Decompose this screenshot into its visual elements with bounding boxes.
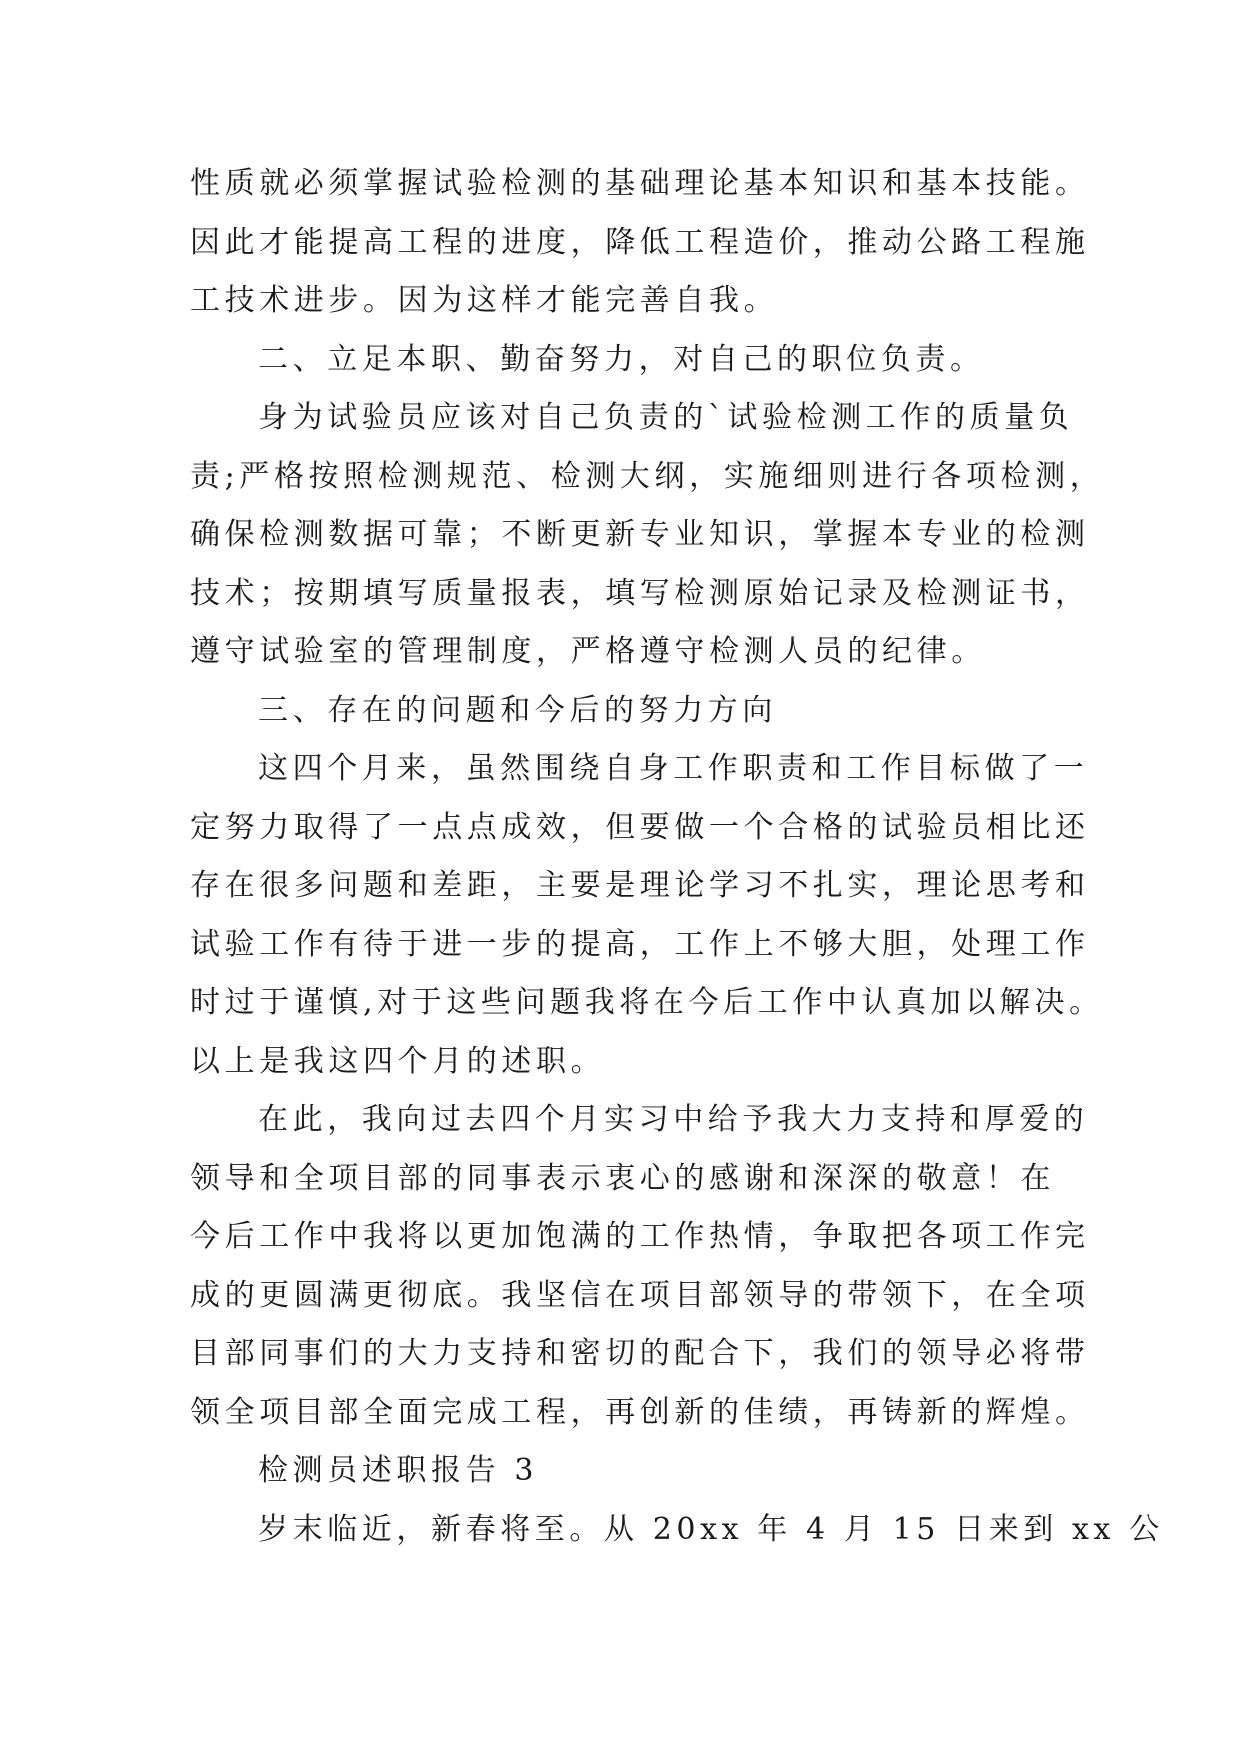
text-line: 在此，我向过去四个月实习中给予我大力支持和厚爱的 [258, 1102, 1089, 1137]
section-heading: 三、存在的问题和今后的努力方向 [258, 692, 777, 728]
text-line: 技术；按期填写质量报表，填写检测原始记录及检测证书， [190, 575, 1090, 611]
text-line: 确保检测数据可靠；不断更新专业知识，掌握本专业的检测 [190, 517, 1090, 552]
report-title: 检测员述职报告 3 [258, 1453, 539, 1488]
text-line: 以上是我这四个月的述职。 [190, 1043, 606, 1079]
text-line: 时过于谨慎,对于这些问题我将在今后工作中认真加以解决。 [190, 985, 1104, 1020]
text-line: 身为试验员应该对自己负责的`试验检测工作的质量负 [258, 400, 1074, 435]
text-line: 这四个月来，虽然围绕自身工作职责和工作目标做了一 [258, 751, 1089, 786]
text-line: 领导和全项目部的同事表示衷心的感谢和深深的敬意！在 [190, 1160, 1055, 1196]
text-line: 性质就必须掌握试验检测的基础理论基本知识和基本技能。 [190, 166, 1090, 201]
text-line: 工技术进步。因为这样才能完善自我。 [190, 283, 779, 318]
text-line: 领全项目部全面完成工程，再创新的佳绩，再铸新的辉煌。 [190, 1394, 1090, 1430]
text-line: 试验工作有待于进一步的提高，工作上不够大胆，处理工作 [190, 926, 1090, 962]
text-line: 存在很多问题和差距，主要是理论学习不扎实，理论思考和 [190, 868, 1090, 903]
text-line: 成的更圆满更彻底。我坚信在项目部领导的带领下，在全项 [190, 1277, 1090, 1313]
section-heading: 二、立足本职、勤奋努力，对自己的职位负责。 [258, 341, 985, 377]
text-line: 岁末临近，新春将至。从 20xx 年 4 月 15 日来到 xx 公 [258, 1511, 1164, 1547]
text-line: 今后工作中我将以更加饱满的工作热情，争取把各项工作完 [190, 1219, 1090, 1254]
text-line: 责;严格按照检测规范、检测大纲，实施细则进行各项检测， [190, 458, 1105, 494]
text-line: 因此才能提高工程的进度，降低工程造价，推动公路工程施 [190, 224, 1090, 260]
text-line: 目部同事们的大力支持和密切的配合下，我们的领导必将带 [190, 1336, 1090, 1371]
text-line: 定努力取得了一点点成效，但要做一个合格的试验员相比还 [190, 809, 1090, 845]
text-line: 遵守试验室的管理制度，严格遵守检测人员的纪律。 [190, 634, 986, 669]
document-body [190, 155, 1164, 1559]
